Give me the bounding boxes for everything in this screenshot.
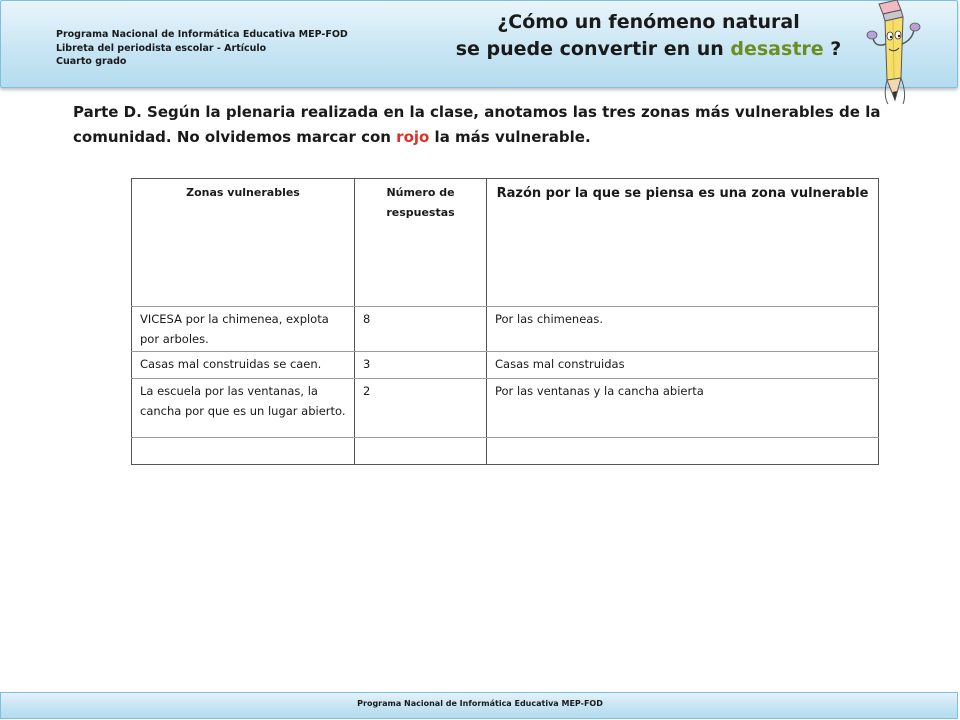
reason-cell: Por las chimeneas.	[487, 307, 879, 352]
program-name: Programa Nacional de Informática Educativa MEP-FOD	[56, 29, 348, 40]
notebook-name: Libreta del periodista escolar - Artículo	[56, 42, 267, 54]
table-row-empty	[132, 438, 879, 465]
table-row	[132, 379, 879, 438]
title-line-2	[446, 36, 851, 63]
count-cell: 2	[355, 379, 487, 438]
count-cell	[355, 438, 487, 465]
footer-band	[0, 692, 958, 719]
reason-cell	[487, 438, 879, 465]
page-title	[446, 9, 851, 63]
pencil-mascot-icon	[857, 0, 937, 108]
table-row	[132, 307, 879, 352]
zone-cell: Casas mal construidas se caen.	[132, 352, 355, 379]
header-response-count: Número de respuestas	[355, 179, 487, 307]
reason-cell: Casas mal construidas	[487, 352, 879, 379]
vulnerable-zones-table	[131, 178, 879, 465]
reason-cell: Por las ventanas y la cancha abierta	[487, 379, 879, 438]
title-line-2-end: ?	[823, 38, 842, 60]
instructions-part-2: la más vulnerable.	[429, 128, 591, 146]
zone-cell: VICESA por la chimenea, explota por arboles.	[132, 307, 355, 352]
zone-cell: La escuela por las ventanas, la cancha por que es un lugar abierto.	[132, 379, 355, 438]
program-info	[56, 28, 348, 69]
count-cell: 3	[355, 352, 487, 379]
grade-level: Cuarto grado	[56, 56, 127, 67]
title-accent-word: desastre	[730, 38, 824, 60]
footer-text: Programa Nacional de Informática Educativa MEP-FOD	[357, 699, 603, 708]
title-line-2-start: se puede convertir en un	[455, 38, 731, 60]
title-line-1: ¿Cómo un fenómeno natural	[497, 11, 800, 33]
table-row	[132, 352, 879, 379]
table-header-row	[132, 179, 879, 307]
count-cell: 8	[355, 307, 487, 352]
header-band	[0, 0, 958, 88]
instructions-accent-word: rojo	[396, 128, 430, 146]
instructions-part-1: Parte D. Según la plenaria realizada en la clase, anotamos las tres zonas más vulnerables de la comunidad. No olvidemos marcar con	[73, 103, 881, 146]
instructions-text	[73, 100, 933, 150]
header-reason: Razón por la que se piensa es una zona vulnerable	[487, 179, 879, 307]
header-zones: Zonas vulnerables	[132, 179, 355, 307]
zone-cell	[132, 438, 355, 465]
